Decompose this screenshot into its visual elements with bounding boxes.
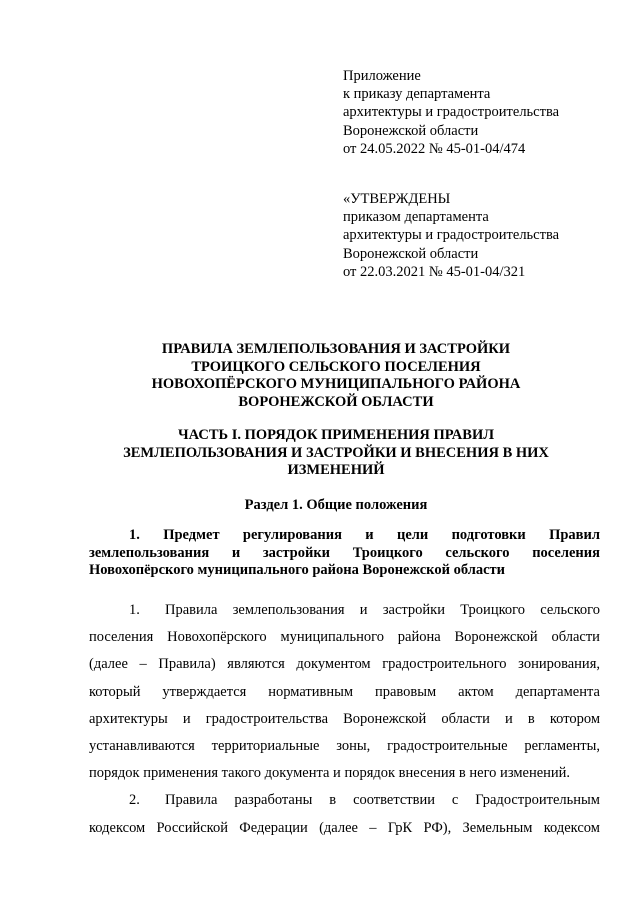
word: Правил bbox=[549, 527, 600, 543]
paragraph-line bbox=[89, 815, 600, 842]
word: района bbox=[397, 629, 441, 646]
word: Российской bbox=[156, 819, 228, 836]
part-heading-line: ЧАСТЬ I. ПОРЯДОК ПРИМЕНЕНИЯ ПРАВИЛ bbox=[177, 427, 495, 443]
word: с bbox=[451, 792, 459, 809]
word: Градостроительным bbox=[475, 792, 600, 809]
word: 1. Правила bbox=[129, 597, 217, 624]
word: нормативным bbox=[268, 683, 354, 700]
word: и bbox=[365, 527, 374, 543]
word: 1. bbox=[129, 527, 140, 543]
approval-line: от 22.03.2021 № 45-01-04/321 bbox=[343, 263, 526, 280]
paragraph-line: порядок применения такого документа и порядок внесения в него изменений. bbox=[89, 765, 571, 782]
appendix-line: Приложение bbox=[343, 68, 421, 84]
word: в bbox=[329, 792, 337, 809]
word: подготовки bbox=[451, 527, 526, 543]
word: Новохопёрского bbox=[167, 629, 267, 646]
word: РФ), bbox=[423, 819, 452, 836]
paragraph-line bbox=[89, 624, 600, 651]
paragraph-line bbox=[89, 597, 600, 624]
word: градостроительные bbox=[387, 738, 508, 755]
word: документом bbox=[296, 656, 371, 673]
word: поселения bbox=[89, 629, 154, 646]
word: и bbox=[359, 602, 368, 618]
paragraph-number: 2. bbox=[129, 792, 140, 809]
word: разработаны bbox=[234, 792, 313, 809]
word: департамента bbox=[515, 683, 600, 700]
word: сельского bbox=[540, 602, 600, 618]
paragraph-line bbox=[89, 651, 600, 678]
article-heading-line: Новохопёрского муниципального района Воронежской области bbox=[89, 562, 506, 578]
approval-line: «УТВЕРЖДЕНЫ bbox=[343, 191, 451, 207]
word: который bbox=[89, 683, 141, 700]
word: муниципального bbox=[280, 629, 384, 646]
word: цели bbox=[396, 527, 429, 543]
word: кодексом bbox=[89, 819, 146, 836]
word: котором bbox=[549, 710, 600, 727]
appendix-line: от 24.05.2022 № 45-01-04/474 bbox=[343, 140, 526, 157]
word: территориальные bbox=[211, 738, 320, 755]
word: застройки bbox=[262, 544, 331, 561]
word: и bbox=[182, 710, 191, 727]
part-heading bbox=[82, 427, 590, 480]
word: ГрК bbox=[387, 819, 413, 836]
title-line: ВОРОНЕЖСКОЙ ОБЛАСТИ bbox=[238, 393, 434, 410]
word: градостроительства bbox=[205, 710, 329, 727]
word: землепользования bbox=[89, 544, 210, 561]
word: Воронежской bbox=[454, 629, 538, 646]
word: кодексом bbox=[543, 819, 600, 836]
word: (далее bbox=[89, 656, 128, 673]
word: – bbox=[369, 819, 377, 836]
paragraph-number: 1. bbox=[129, 602, 140, 618]
word: Земельным bbox=[462, 819, 533, 836]
word: сельского bbox=[445, 544, 510, 561]
approval-line: архитектуры и градостроительства bbox=[343, 227, 560, 244]
word: зонирования, bbox=[518, 656, 600, 673]
word: утверждается bbox=[162, 683, 247, 700]
title-line: ТРОИЦКОГО СЕЛЬСКОГО ПОСЕЛЕНИЯ bbox=[191, 358, 481, 375]
word: области bbox=[551, 629, 600, 646]
word: регламенты, bbox=[524, 738, 600, 755]
appendix-line: архитектуры и градостроительства bbox=[343, 104, 560, 121]
paragraph-line bbox=[89, 733, 600, 760]
word: 2. Правила bbox=[129, 787, 217, 814]
word: землепользования bbox=[232, 602, 345, 618]
word: Троицкого bbox=[460, 602, 525, 618]
word: являются bbox=[227, 656, 285, 673]
approval-line: приказом департамента bbox=[343, 209, 489, 226]
approval-note bbox=[343, 190, 623, 281]
article-heading-line bbox=[89, 545, 600, 563]
word: Предмет bbox=[163, 527, 220, 543]
document-title bbox=[82, 341, 590, 411]
word: поселения bbox=[532, 544, 600, 561]
word: устанавливаются bbox=[89, 738, 195, 755]
part-heading-line: ИЗМЕНЕНИЙ bbox=[287, 462, 385, 478]
paragraph-line bbox=[89, 679, 600, 706]
word: застройки bbox=[382, 602, 445, 618]
title-line: НОВОХОПЁРСКОГО МУНИЦИПАЛЬНОГО РАЙОНА bbox=[151, 376, 521, 392]
word: Правила) bbox=[158, 656, 216, 673]
paragraph-line bbox=[89, 706, 600, 733]
body-text bbox=[89, 597, 600, 842]
word: и bbox=[231, 544, 241, 561]
word: регулирования bbox=[242, 527, 342, 543]
word: соответствии bbox=[353, 792, 435, 809]
word: (далее bbox=[319, 819, 358, 836]
section-heading bbox=[82, 497, 590, 515]
approval-line: Воронежской области bbox=[343, 245, 479, 262]
word: зоны, bbox=[336, 738, 371, 755]
word: архитектуры bbox=[89, 710, 168, 727]
section-heading-text: Раздел 1. Общие положения bbox=[244, 497, 428, 513]
article-heading bbox=[89, 527, 600, 580]
word: – bbox=[139, 656, 147, 673]
word: актом bbox=[458, 683, 494, 700]
word: правовым bbox=[374, 683, 437, 700]
word: и bbox=[504, 710, 513, 727]
appendix-line: Воронежской области bbox=[343, 122, 479, 139]
appendix-line: к приказу департамента bbox=[343, 86, 491, 103]
word: Троицкого bbox=[352, 544, 423, 561]
paragraph-line bbox=[89, 787, 600, 814]
word: Воронежской bbox=[343, 710, 427, 727]
word: градостроительного bbox=[382, 656, 507, 673]
word: в bbox=[527, 710, 535, 727]
word: Федерации bbox=[239, 819, 308, 836]
part-heading-line: ЗЕМЛЕПОЛЬЗОВАНИЯ И ЗАСТРОЙКИ И ВНЕСЕНИЯ В НИХ bbox=[123, 444, 549, 461]
word: области bbox=[441, 710, 490, 727]
title-line: ПРАВИЛА ЗЕМЛЕПОЛЬЗОВАНИЯ И ЗАСТРОЙКИ bbox=[161, 341, 511, 357]
article-heading-line bbox=[89, 527, 600, 545]
appendix-note bbox=[343, 67, 623, 158]
